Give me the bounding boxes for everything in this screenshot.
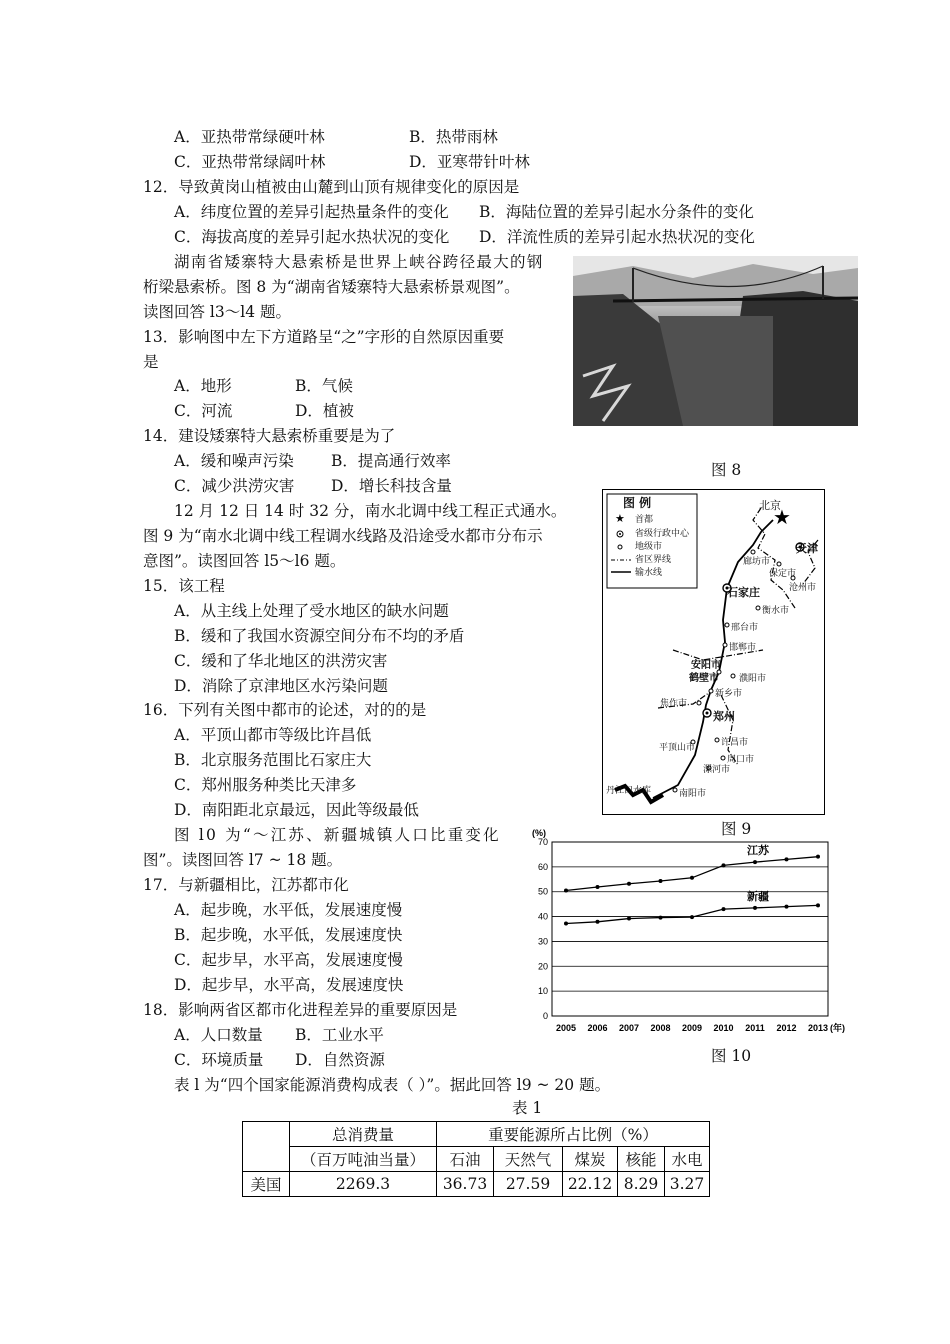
x-tick-label: 2010 bbox=[713, 1023, 734, 1033]
urbanization-chart bbox=[530, 820, 850, 1038]
city-label: 石家庄 bbox=[727, 586, 760, 599]
series-label: 江苏 bbox=[747, 844, 769, 858]
option-c: C．亚热带常绿阔叶林 bbox=[174, 153, 326, 171]
option-d: D．南阳距北京最远，因此等级最低 bbox=[174, 801, 419, 819]
option-c: C．起步早，水平高，发展速度慢 bbox=[174, 951, 403, 969]
series-label: 新疆 bbox=[747, 889, 769, 903]
figure-caption: 图 8 bbox=[711, 461, 742, 479]
data-point bbox=[690, 915, 694, 919]
y-tick-label: 0 bbox=[542, 1011, 548, 1021]
city-label: 新乡市 bbox=[715, 689, 743, 699]
city-label: 濮阳市 bbox=[739, 674, 767, 684]
option-a: A．缓和噪声污染 bbox=[174, 452, 294, 470]
water-diversion-map bbox=[602, 489, 825, 815]
option-b: B．气候 bbox=[295, 377, 353, 395]
city-label: 漯河市 bbox=[703, 765, 731, 775]
intro-text: 图 l0 为“～江苏、新疆城镇人口比重变化 bbox=[174, 826, 501, 844]
city-label: 焦作市 bbox=[660, 699, 688, 709]
bridge-photo bbox=[573, 256, 858, 426]
data-point bbox=[564, 922, 568, 926]
figure-caption: 图 9 bbox=[721, 820, 752, 838]
option-a: A．起步晚，水平低，发展速度慢 bbox=[174, 901, 403, 919]
option-b: B．起步晚，水平低，发展速度快 bbox=[174, 926, 403, 944]
header-col: 水电 bbox=[665, 1147, 710, 1172]
city-label: 天津 bbox=[796, 542, 818, 555]
country-cell: 美国 bbox=[243, 1172, 290, 1197]
city-label: 郑州 bbox=[713, 710, 735, 723]
data-point bbox=[659, 879, 663, 883]
x-tick-label: 2005 bbox=[555, 1023, 577, 1033]
intro-text: 读图回答 l3～l4 题。 bbox=[143, 303, 291, 321]
question-stem: 18．影响两省区都市化进程差异的重要原因是 bbox=[143, 1001, 458, 1019]
option-d: D．植被 bbox=[295, 402, 354, 420]
x-tick-label: 2006 bbox=[587, 1023, 608, 1033]
question-stem: 16．下列有关图中都市的论述，对的的是 bbox=[143, 701, 427, 719]
y-tick-label: 50 bbox=[537, 886, 548, 897]
city-label: 衡水市 bbox=[762, 606, 790, 616]
x-tick-label: 2012 bbox=[776, 1023, 797, 1033]
value-cell: 3.27 bbox=[665, 1172, 710, 1197]
city-label: 周口市 bbox=[727, 755, 755, 765]
plot-frame bbox=[552, 842, 828, 1016]
data-point bbox=[627, 917, 631, 921]
city-label: 南阳市 bbox=[679, 789, 707, 799]
option-d: D．消除了京津地区水污染问题 bbox=[174, 677, 388, 695]
header-col: 天然气 bbox=[494, 1147, 563, 1172]
city-label: 廊坊市 bbox=[743, 557, 771, 567]
x-axis-label: (年) bbox=[830, 1023, 845, 1033]
city-label: 沧州市 bbox=[789, 583, 817, 593]
city-label: 许昌市 bbox=[721, 738, 749, 748]
intro-text: 桁梁悬索桥。图 8 为“湖南省矮寨特大悬索桥景观图”。 bbox=[143, 278, 520, 296]
series-line bbox=[566, 857, 818, 891]
data-point bbox=[785, 905, 789, 909]
option-b: B．提高通行效率 bbox=[331, 452, 451, 470]
data-point bbox=[564, 888, 568, 892]
question-stem: 12．导致黄岗山植被由山麓到山顶有规律变化的原因是 bbox=[143, 178, 520, 196]
option-a: A．亚热带常绿硬叶林 bbox=[174, 128, 325, 146]
total-cell: 2269.3 bbox=[290, 1172, 437, 1197]
legend-boundary: 省区界线 bbox=[635, 555, 672, 565]
svg-text:★: ★ bbox=[615, 512, 625, 525]
svg-text:★: ★ bbox=[773, 505, 791, 529]
option-c: C．环境质量 bbox=[174, 1051, 264, 1069]
y-tick-label: 40 bbox=[537, 911, 548, 922]
option-b: B．热带雨林 bbox=[409, 128, 498, 146]
option-d: D．亚寒带针叶林 bbox=[409, 153, 530, 171]
intro-text: 湖南省矮寨特大悬索桥是世界上峡谷跨径最大的钢 bbox=[174, 253, 544, 271]
data-point bbox=[785, 857, 789, 861]
series-line bbox=[566, 905, 818, 923]
city-label: 北京 bbox=[759, 499, 781, 512]
city-label: 平顶山市 bbox=[659, 743, 696, 753]
x-tick-label: 2013 bbox=[807, 1023, 829, 1033]
table-caption: 表 1 bbox=[512, 1099, 543, 1117]
intro-text: 图 9 为“南水北调中线工程调水线路及沿途受水都市分布示 bbox=[143, 527, 543, 545]
y-tick-label: 10 bbox=[537, 986, 548, 997]
city-label: 安阳市 bbox=[691, 660, 721, 671]
x-tick-label: 2008 bbox=[650, 1023, 671, 1033]
city-label: 保定市 bbox=[769, 569, 797, 579]
figure-caption: 图 10 bbox=[711, 1047, 752, 1065]
data-point bbox=[690, 876, 694, 880]
legend-title: 图 例 bbox=[623, 496, 652, 510]
question-stem: 15．该工程 bbox=[143, 577, 225, 595]
intro-text: 图”。读图回答 l7 ~ 18 题。 bbox=[143, 851, 343, 869]
data-point bbox=[659, 916, 663, 920]
question-stem: 13．影响图中左下方道路呈“之”字形的自然原因重要 bbox=[143, 328, 505, 346]
data-point bbox=[753, 860, 757, 864]
intro-text: 12 月 12 日 14 时 32 分，南水北调中线工程正式通水。 bbox=[174, 502, 567, 520]
question-stem: 17．与新疆相比，江苏都市化 bbox=[143, 876, 349, 894]
option-d: D．自然资源 bbox=[295, 1051, 385, 1069]
data-point bbox=[753, 906, 757, 910]
option-c: C．海拔高度的差异引起水热状况的变化 bbox=[174, 228, 450, 246]
value-cell: 27.59 bbox=[494, 1172, 563, 1197]
header-col: 石油 bbox=[437, 1147, 494, 1172]
value-cell: 22.12 bbox=[563, 1172, 618, 1197]
data-point bbox=[816, 855, 820, 859]
option-d: D．增长科技含量 bbox=[331, 477, 452, 495]
table-corner bbox=[243, 1122, 290, 1172]
option-a: A．纬度位置的差异引起热量条件的变化 bbox=[174, 203, 449, 221]
question-stem: 14．建设矮寨特大悬索桥重要是为了 bbox=[143, 427, 396, 445]
y-tick-label: 20 bbox=[537, 961, 548, 972]
value-cell: 8.29 bbox=[618, 1172, 665, 1197]
x-tick-label: 2011 bbox=[745, 1023, 765, 1033]
legend-prefecture: 地级市 bbox=[635, 542, 663, 552]
city-label: 邢台市 bbox=[731, 623, 759, 633]
data-point bbox=[722, 907, 726, 911]
option-d: D．起步早，水平高，发展速度快 bbox=[174, 976, 404, 994]
option-b: B．缓和了我国水资源空间分布不均的矛盾 bbox=[174, 627, 465, 645]
option-d: D．洋流性质的差异引起水热状况的变化 bbox=[479, 228, 755, 246]
option-b: B．海陆位置的差异引起水分条件的变化 bbox=[479, 203, 754, 221]
reservoir-label: 丹江口水库 bbox=[606, 786, 652, 796]
data-point bbox=[722, 863, 726, 867]
city-label: 邯郸市 bbox=[729, 643, 757, 653]
option-c: C．河流 bbox=[174, 402, 233, 420]
option-c: C．缓和了华北地区的洪涝灾害 bbox=[174, 652, 388, 670]
y-tick-label: 30 bbox=[537, 936, 548, 947]
intro-text: 意图”。读图回答 l5～l6 题。 bbox=[143, 552, 346, 570]
value-cell: 36.73 bbox=[437, 1172, 494, 1197]
header-col: 核能 bbox=[618, 1147, 665, 1172]
question-stem: 是 bbox=[143, 353, 159, 371]
option-b: B．北京服务范围比石家庄大 bbox=[174, 751, 372, 769]
data-point bbox=[816, 903, 820, 907]
x-tick-label: 2009 bbox=[681, 1023, 703, 1033]
option-a: A．从主线上处理了受水地区的缺水问题 bbox=[174, 602, 449, 620]
option-b: B．工业水平 bbox=[295, 1026, 384, 1044]
option-a: A．人口数量 bbox=[174, 1026, 263, 1044]
city-label: 鹤壁市 bbox=[689, 673, 719, 684]
header-unit: （百万吨油当量） bbox=[290, 1147, 437, 1172]
header-total: 总消费量 bbox=[290, 1122, 437, 1147]
legend-canal: 输水线 bbox=[635, 568, 663, 578]
y-tick-label: 70 bbox=[537, 837, 548, 847]
legend-capital: 首都 bbox=[635, 515, 654, 525]
energy-table bbox=[242, 1121, 710, 1197]
option-a: A．地形 bbox=[174, 377, 232, 395]
header-col: 煤炭 bbox=[563, 1147, 618, 1172]
intro-text: 表 l 为“四个国家能源消费构成表（ ）”。据此回答 l9 ~ 20 题。 bbox=[174, 1076, 611, 1094]
header-ratio: 重要能源所占比例（%） bbox=[437, 1122, 710, 1147]
data-point bbox=[596, 885, 600, 889]
option-c: C．减少洪涝灾害 bbox=[174, 477, 295, 495]
option-c: C．郑州服务种类比天津多 bbox=[174, 776, 357, 794]
x-tick-label: 2007 bbox=[618, 1023, 640, 1033]
y-axis-label: (%) bbox=[532, 828, 546, 838]
data-point bbox=[596, 920, 600, 924]
table-row bbox=[243, 1172, 710, 1197]
y-tick-label: 60 bbox=[537, 861, 548, 872]
legend-provincial: 省级行政中心 bbox=[635, 529, 690, 539]
option-a: A．平顶山都市等级比许昌低 bbox=[174, 726, 372, 744]
data-point bbox=[627, 882, 631, 886]
